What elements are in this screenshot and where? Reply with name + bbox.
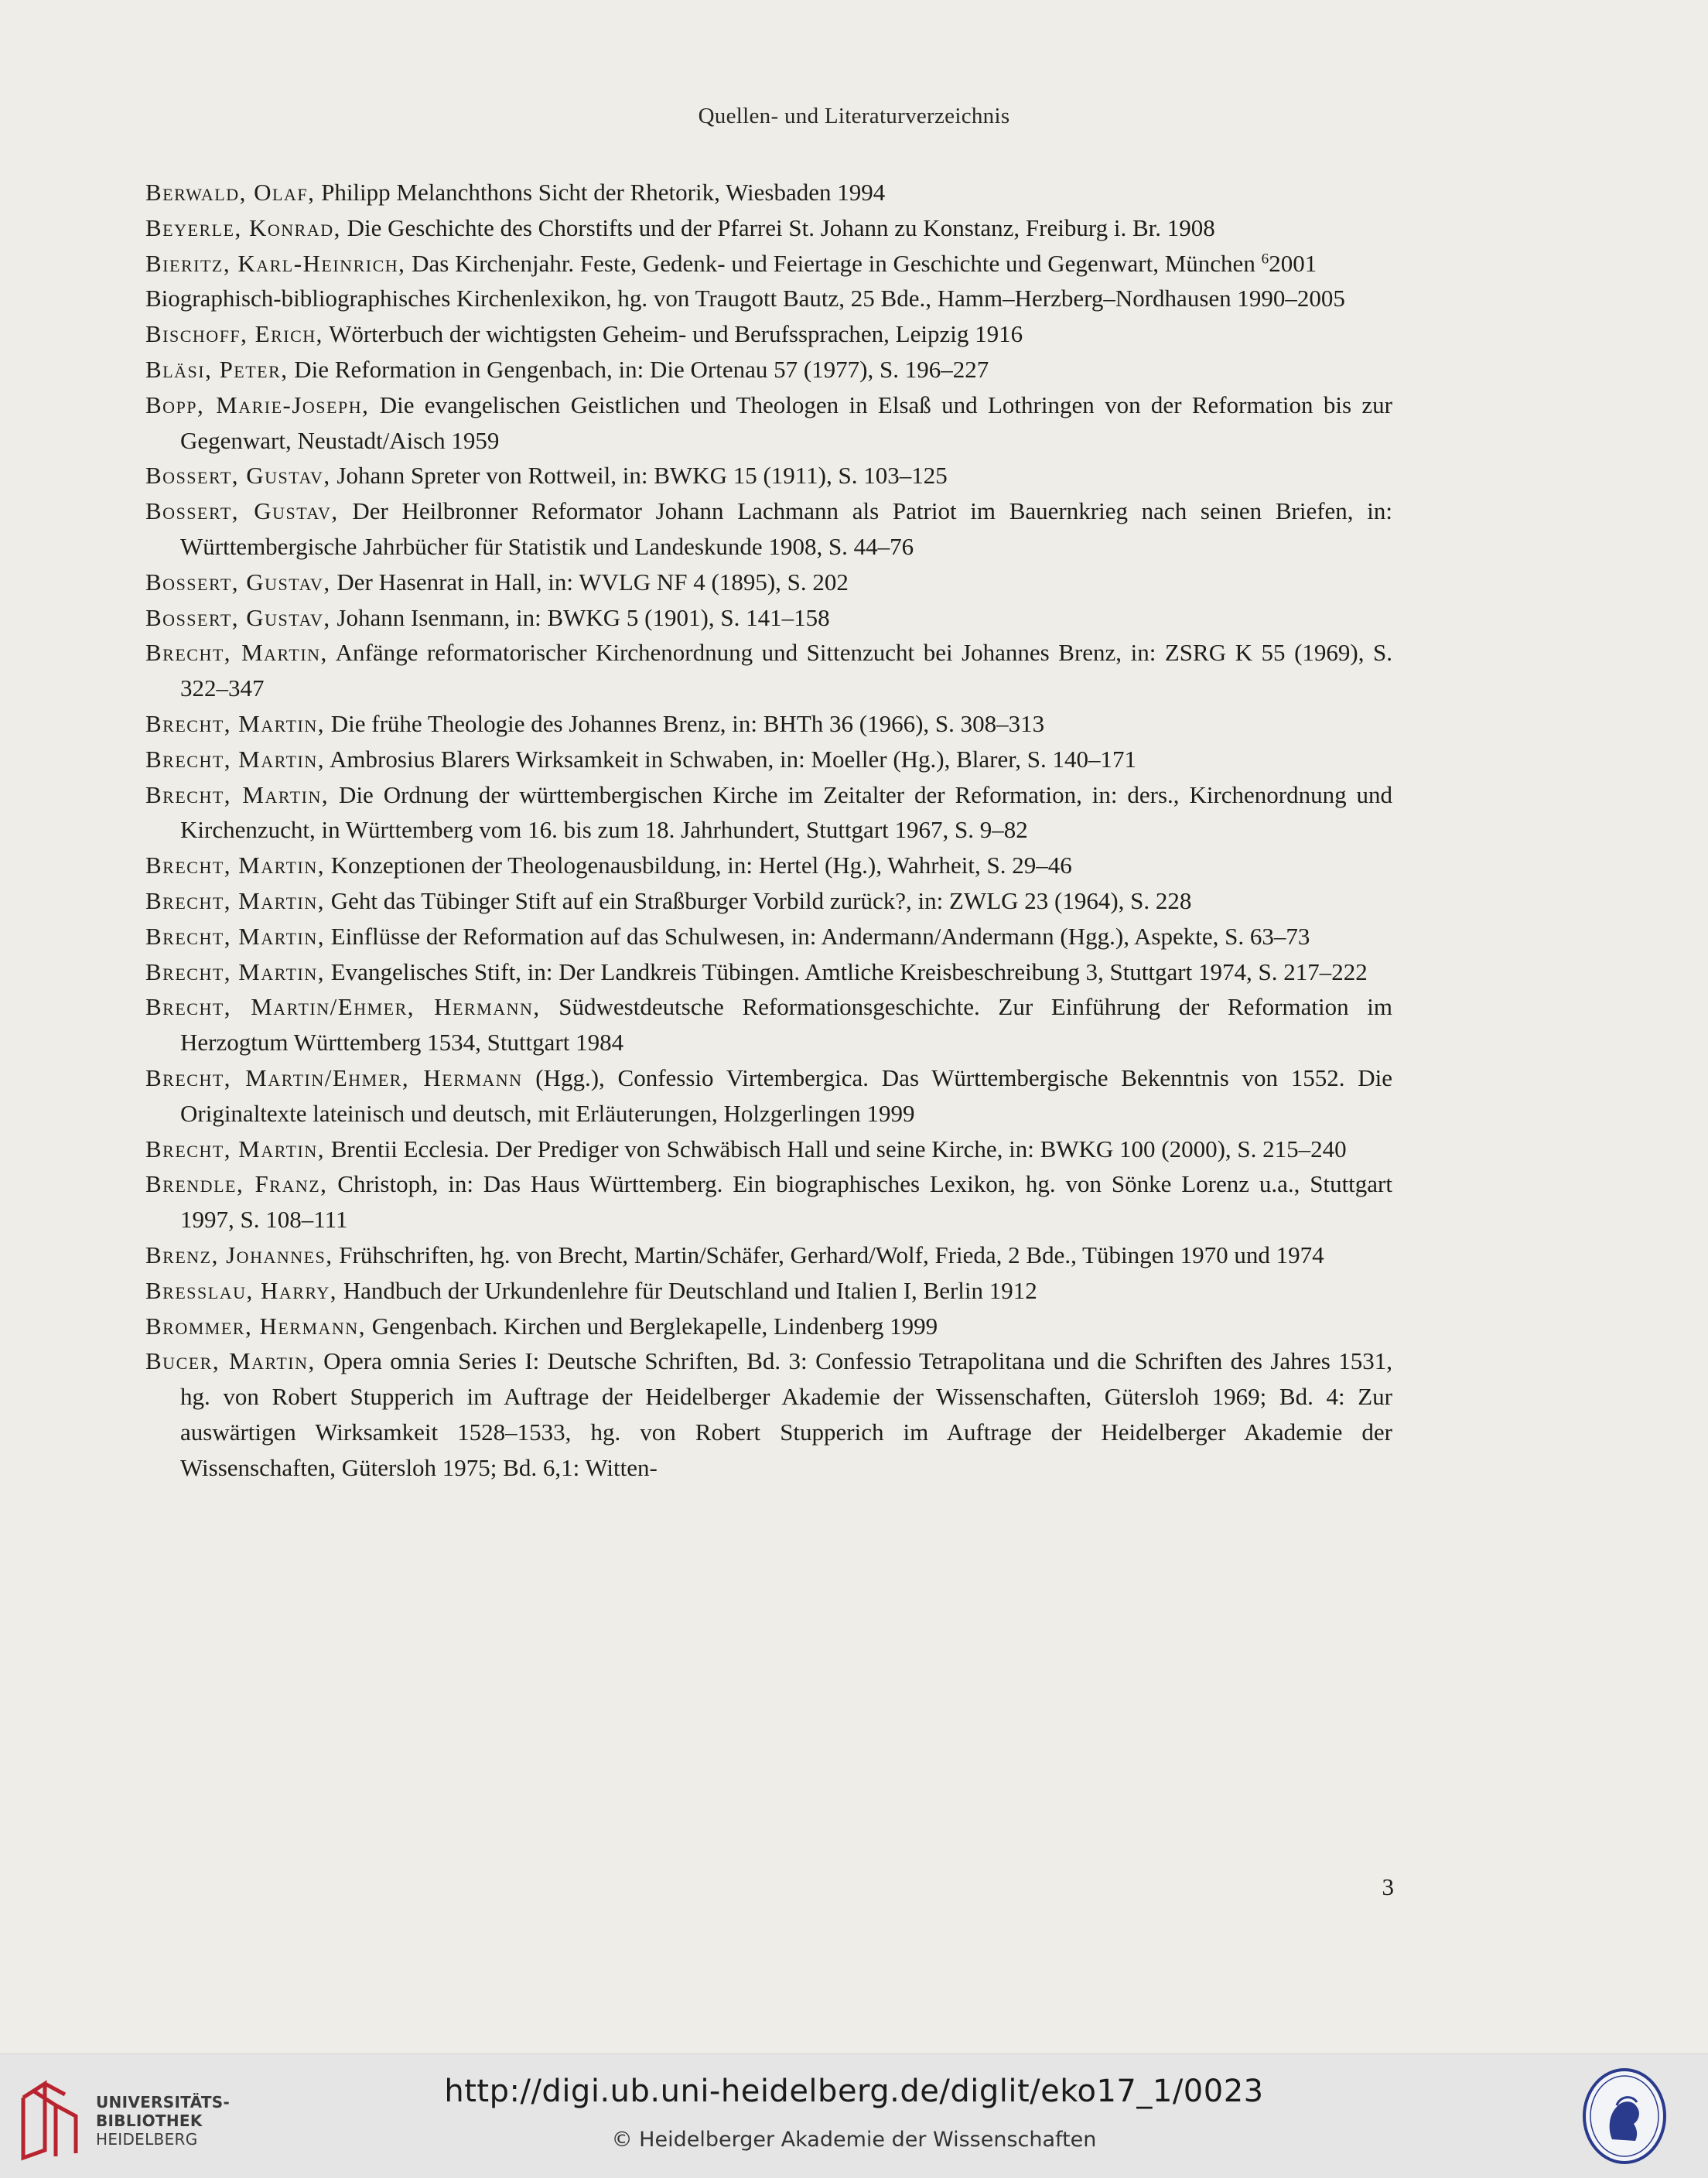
entry-text: Biographisch-bibliographisches Kirchenlexikon, hg. von Traugott Bautz, 25 Bde., Hamm–Herzberg–Nordhausen 1990–2005 [145, 285, 1345, 312]
entry-author: Brecht, Martin, [145, 852, 325, 879]
entry-text: Einflüsse der Reformation auf das Schulwesen, in: Andermann/Andermann (Hgg.), Aspekte, S. 63–73 [325, 922, 1310, 950]
logo-line: UNIVERSITÄTS- [96, 2093, 231, 2111]
bibliography-entry [145, 1273, 1392, 1309]
entry-text: Südwestdeutsche Reformationsgeschichte. Zur Einführung der Reformation im Herzogtum Württemberg 1534, Stuttgart 1984 [180, 993, 1392, 1057]
copyright-notice: © Heidelberger Akademie der Wissenschaften [611, 2128, 1097, 2152]
entry-author: Brecht, Martin, [145, 1135, 325, 1162]
entry-text: Christoph, in: Das Haus Württemberg. Ein biographisches Lexikon, hg. von Sönke Lorenz u.a., Stuttgart 1997, S. 108–111 [180, 1170, 1392, 1234]
entry-author: Brecht, Martin, [145, 639, 328, 667]
bibliography-entry [145, 565, 1392, 600]
bibliography-entry [145, 883, 1392, 919]
bibliography-entry [145, 777, 1392, 848]
entry-author: Brecht, Martin, [145, 745, 325, 773]
entry-text: Der Heilbronner Reformator Johann Lachmann als Patriot im Bauernkrieg nach seinen Briefen, in: Württembergische Jahrbücher für Statistik und Landeskunde 1908, S. 44–76 [180, 497, 1392, 560]
entry-author: Berwald, Olaf, [145, 179, 316, 206]
bibliography-entry [145, 848, 1392, 883]
bibliography-entry [145, 706, 1392, 742]
entry-author: Brecht, Martin, [145, 886, 325, 914]
entry-text: Frühschriften, hg. von Brecht, Martin/Schäfer, Gerhard/Wolf, Frieda, 2 Bde., Tübingen 1970 und 1974 [333, 1241, 1324, 1268]
entry-text: Gengenbach. Kirchen und Berglekapelle, Lindenberg 1999 [365, 1312, 938, 1340]
page-number: 3 [1382, 1873, 1394, 1900]
bibliography-entry [145, 175, 1392, 210]
entry-author: Brenz, Johannes, [145, 1241, 333, 1268]
logo-line: BIBLIOTHEK [96, 2111, 203, 2130]
bibliography-list [145, 175, 1392, 1485]
bibliography-entry [145, 458, 1392, 493]
entry-author: Bossert, Gustav, [145, 568, 331, 596]
entry-text: Johann Spreter von Rottweil, in: BWKG 15 (1911), S. 103–125 [330, 462, 948, 490]
bibliography-entry [145, 1238, 1392, 1273]
bibliography-entry [145, 989, 1392, 1060]
entry-text: Konzeptionen der Theologenausbildung, in: Hertel (Hg.), Wahrheit, S. 29–46 [325, 852, 1072, 879]
viewer-footer [0, 2053, 1708, 2178]
logo-line: HEIDELBERG [96, 2130, 198, 2149]
bibliography-entry [145, 1343, 1392, 1485]
academy-seal-icon[interactable] [1581, 2067, 1668, 2166]
bibliography-entry [145, 387, 1392, 459]
bibliography-entry [145, 316, 1392, 352]
running-header: Quellen- und Literaturverzeichnis [698, 104, 1010, 128]
entry-author: Brommer, Hermann, [145, 1312, 366, 1340]
entry-author: Bucer, Martin, [145, 1347, 316, 1375]
entry-text: Philipp Melanchthons Sicht der Rhetorik, Wiesbaden 1994 [315, 179, 886, 206]
bibliography-entry [145, 1060, 1392, 1132]
entry-text: Johann Isenmann, in: BWKG 5 (1901), S. 141–158 [330, 603, 830, 631]
entry-text: Ambrosius Blarers Wirksamkeit in Schwaben, in: Moeller (Hg.), Blarer, S. 140–171 [325, 745, 1137, 773]
bibliography-entry [145, 600, 1392, 636]
edition-superscript: 6 [1261, 251, 1269, 268]
entry-text: Wörterbuch der wichtigsten Geheim- und Berufssprachen, Leipzig 1916 [323, 320, 1023, 348]
entry-text: Die evangelischen Geistlichen und Theologen in Elsaß und Lothringen von der Reformation bis zur Gegenwart, Neustadt/Aisch 1959 [180, 391, 1392, 454]
entry-text: (Hgg.), Confessio Virtembergica. Das Württembergische Bekenntnis von 1552. Die Originaltexte lateinisch und deutsch, mit Erläuterungen, Holzgerlingen 1999 [180, 1063, 1392, 1127]
bibliography-entry [145, 352, 1392, 387]
entry-text: 2001 [1269, 249, 1317, 277]
entry-text: Handbuch der Urkundenlehre für Deutschland und Italien I, Berlin 1912 [337, 1276, 1037, 1304]
entry-text: Brentii Ecclesia. Der Prediger von Schwäbisch Hall und seine Kirche, in: BWKG 100 (2000), S. 215–240 [325, 1135, 1347, 1162]
bibliography-entry [145, 246, 1392, 282]
entry-text: Evangelisches Stift, in: Der Landkreis Tübingen. Amtliche Kreisbeschreibung 3, Stuttgart 1974, S. 217–222 [325, 958, 1368, 985]
entry-author: Brecht, Martin/Ehmer, Hermann [145, 1063, 523, 1091]
entry-author: Bischoff, Erich, [145, 320, 323, 348]
entry-text: Die frühe Theologie des Johannes Brenz, in: BHTh 36 (1966), S. 308–313 [325, 709, 1045, 737]
permalink-url[interactable]: http://digi.ub.uni-heidelberg.de/diglit/eko17_1/0023 [444, 2074, 1264, 2109]
bibliography-entry [145, 1309, 1392, 1344]
entry-author: Bossert, Gustav, [145, 497, 339, 525]
entry-author: Bresslau, Harry, [145, 1276, 338, 1304]
bibliography-entry [145, 742, 1392, 777]
entry-author: Bieritz, Karl-Heinrich, [145, 249, 406, 277]
bibliography-entry [145, 493, 1392, 565]
entry-text: Das Kirchenjahr. Feste, Gedenk- und Feiertage in Geschichte und Gegenwart, München [405, 249, 1262, 277]
entry-author: Brecht, Martin, [145, 922, 325, 950]
entry-author: Bossert, Gustav, [145, 603, 331, 631]
bibliography-entry [145, 281, 1392, 316]
entry-text: Anfänge reformatorischer Kirchenordnung und Sittenzucht bei Johannes Brenz, in: ZSRG K 55 (1969), S. 322–347 [180, 639, 1392, 702]
entry-author: Brecht, Martin/Ehmer, Hermann, [145, 993, 541, 1021]
entry-author: Brecht, Martin, [145, 709, 325, 737]
entry-author: Brecht, Martin, [145, 958, 325, 985]
bibliography-entry [145, 210, 1392, 246]
entry-text: Die Geschichte des Chorstifts und der Pfarrei St. Johann zu Konstanz, Freiburg i. Br. 1908 [340, 213, 1215, 241]
bibliography-entry [145, 635, 1392, 706]
bibliography-entry [145, 1132, 1392, 1167]
entry-author: Bossert, Gustav, [145, 462, 331, 490]
bibliography-entry [145, 919, 1392, 954]
entry-author: Brendle, Franz, [145, 1170, 328, 1198]
entry-text: Die Ordnung der württembergischen Kirche im Zeitalter der Reformation, in: ders., Kirchenordnung und Kirchenzucht, in Württemberg vom 16. bis zum 18. Jahrhundert, Stuttgart 1967, S. 9–82 [180, 780, 1393, 844]
bibliography-entry [145, 954, 1392, 990]
entry-author: Beyerle, Konrad, [145, 213, 341, 241]
entry-text: Geht das Tübinger Stift auf ein Straßburger Vorbild zurück?, in: ZWLG 23 (1964), S. 228 [325, 886, 1192, 914]
entry-author: Bläsi, Peter, [145, 355, 289, 383]
entry-text: Die Reformation in Gengenbach, in: Die Ortenau 57 (1977), S. 196–227 [288, 355, 989, 383]
entry-author: Brecht, Martin, [145, 780, 330, 808]
entry-text: Opera omnia Series I: Deutsche Schriften, Bd. 3: Confessio Tetrapolitana und die Schriften des Jahres 1531, hg. von Robert Stupperich im Auftrage der Heidelberger Akademie der Wissenschaften, Gütersloh 1969; Bd. 4: Zur auswärtigen Wirksamkeit 1528–1533, hg. von Robert Stupperich im Auftrage der Heidelberger Akademie der Wissenschaften, Gütersloh 1975; Bd. 6,1: Witten- [180, 1347, 1392, 1481]
bibliography-entry [145, 1166, 1392, 1238]
entry-text: Der Hasenrat in Hall, in: WVLG NF 4 (1895), S. 202 [330, 568, 849, 596]
entry-author: Bopp, Marie-Joseph, [145, 391, 370, 418]
